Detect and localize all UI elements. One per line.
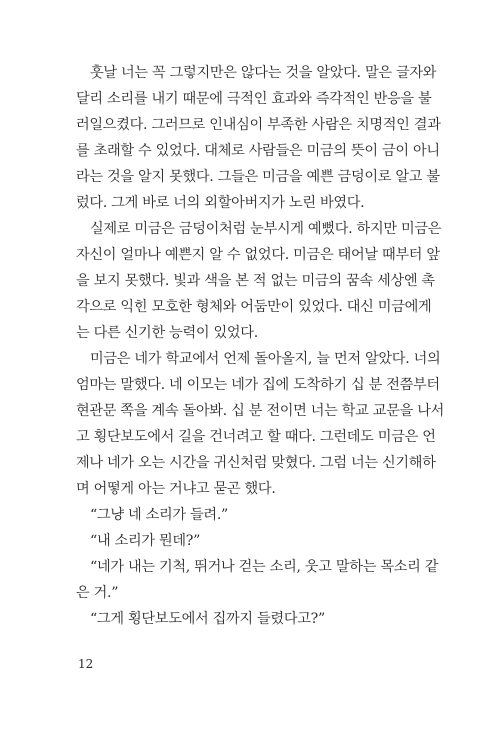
dialogue-line: “내 소리가 뭔데?” — [90, 533, 201, 549]
dialogue-line: “그게 횡단보도에서 집까지 들렸다고?” — [90, 611, 325, 627]
text-line: 현관문 쪽을 계속 돌아봐. 십 분 전이면 너는 학교 교문을 나서 — [76, 403, 445, 419]
page-number: 12 — [78, 657, 94, 671]
text-line: 엄마는 말했다. 네 이모는 네가 집에 도착하기 십 분 전쯤부터 — [76, 377, 440, 393]
text-line: 렀다. 그게 바로 너의 외할아버지가 노린 바였다. — [76, 195, 365, 211]
dialogue-line: 은 거.” — [76, 585, 119, 601]
text-line: 각으로 익힌 모호한 형체와 어둠만이 있었다. 대신 미금에게 — [76, 299, 432, 315]
text-line: 제나 네가 오는 시간을 귀신처럼 맞혔다. 그럼 너는 신기해하 — [76, 455, 436, 471]
text-line: 자신이 얼마나 예쁜지 알 수 없었다. 미금은 태어날 때부터 앞 — [76, 247, 440, 263]
text-line: 며 어떻게 아는 거냐고 묻곤 했다. — [76, 481, 276, 497]
text-line: 라는 것을 알지 못했다. 그들은 미금을 예쁜 금덩이로 알고 불 — [76, 169, 440, 185]
text-line: 러일으켰다. 그러므로 인내심이 부족한 사람은 치명적인 결과 — [76, 117, 441, 133]
text-line: 를 초래할 수 있었다. 대체로 사람들은 미금의 뜻이 금이 아니 — [76, 143, 440, 159]
text-line: 는 다른 신기한 능력이 있었다. — [76, 325, 258, 341]
text-line: 달리 소리를 내기 때문에 극적인 효과와 즉각적인 반응을 불 — [76, 91, 432, 107]
body-text — [76, 60, 445, 632]
text-line: 실제로 미금은 금덩이처럼 눈부시게 예뻤다. 하지만 미금은 — [90, 221, 442, 237]
text-line: 고 횡단보도에서 길을 건너려고 할 때다. 그런데도 미금은 언 — [76, 429, 436, 445]
text-line: 을 보지 못했다. 빛과 색을 본 적 없는 미금의 꿈속 세상엔 촉 — [76, 273, 435, 289]
text-line: 미금은 네가 학교에서 언제 돌아올지, 늘 먼저 알았다. 너의 — [90, 351, 441, 367]
dialogue-line: “네가 내는 기척, 뛰거나 걷는 소리, 웃고 말하는 목소리 같 — [90, 559, 439, 575]
dialogue-line: “그냥 네 소리가 들려.” — [90, 507, 228, 523]
text-line: 훗날 너는 꼭 그렇지만은 않다는 것을 알았다. 말은 글자와 — [90, 65, 437, 81]
